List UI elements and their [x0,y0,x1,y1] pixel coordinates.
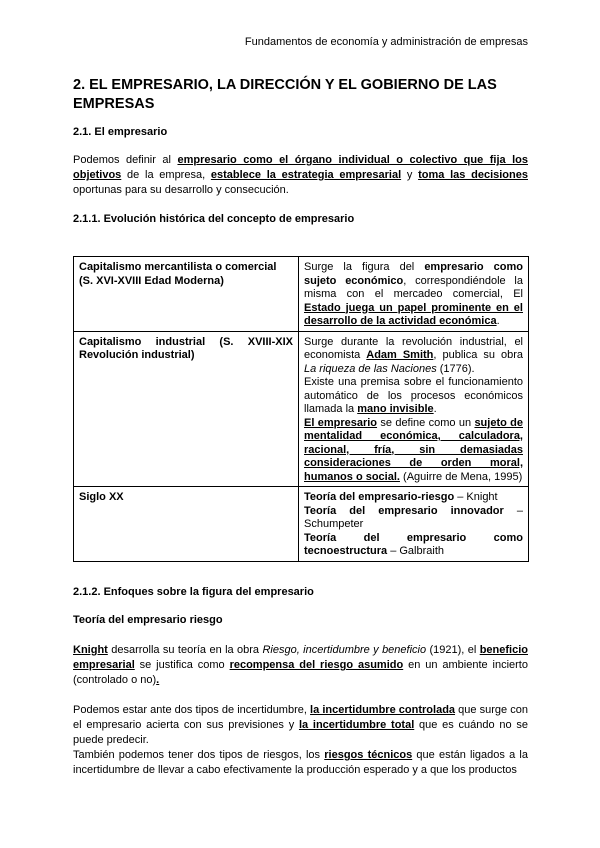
description-cell [299,257,529,332]
emphasis: Teoría del empresario innovador [304,504,504,517]
emphasis: Teoría del empresario-riesgo [304,491,455,503]
table-row [74,331,529,487]
emphasis: toma las decisiones [418,169,528,181]
text: – Galbraith [387,545,445,557]
emphasis: Teoría del empresario como tecnoestructura [304,531,523,557]
emphasis: sujeto de mentalidad económica, calculadora, racional, fría, sin demasiadas consideraciones de orden moral, humanos o social. [304,416,523,483]
period-cell [74,331,299,487]
period-cell: Siglo XX [74,487,299,562]
text: de la empresa, [121,169,211,181]
table-row [74,257,529,332]
period-line: Capitalismo industrial (S. XVIII-XIX [79,335,293,348]
heading-2-1: 2.1. El empresario [73,126,168,138]
section-title: 2. EL EMPRESARIO, LA DIRECCIÓN Y EL GOBIERNO DE LAS EMPRESAS [73,77,497,112]
emphasis: mano invisible [357,403,434,415]
emphasis: Estado juega un papel prominente en el desarrollo de la actividad económica [304,301,523,327]
text: que es cuándo no se puede predecir. [73,719,528,746]
text: (1921), el [426,644,480,656]
heading-riesgo: Teoría del empresario riesgo [73,614,223,626]
period-line: Revolución industrial) [79,349,195,361]
description-cell [299,331,529,487]
text: , correspondiéndole la misma con el mercadeo comercial, El [304,274,523,300]
text: Existe una premisa sobre el funcionamiento automático de los procesos económicos llamada la [304,376,523,415]
text: Surge la figura del [304,261,425,273]
emphasis: riesgos técnicos [324,749,413,761]
text: se define como un [377,416,475,429]
text: . [433,403,437,415]
text: , publica su obra [433,349,523,361]
emphasis: empresario como sujeto económico [304,261,524,287]
intro-paragraph [73,153,528,198]
text: oportunas para su desarrollo y consecución. [73,184,289,196]
emphasis: recompensa del riesgo asumido [229,659,404,671]
riesgos-paragraph [73,748,528,778]
emphasis: establece la estrategia empresarial [210,169,402,181]
heading-2-1-1: 2.1.1. Evolución histórica del concepto de empresario [73,213,355,225]
text: Podemos definir al [73,154,178,166]
text: (Aguirre de Mena, 1995) [399,470,523,483]
text: Podemos estar ante dos tipos de incertidumbre, [73,704,311,716]
emphasis: El empresario [304,416,378,429]
text: en un ambiente incierto (controlado o no) [73,659,528,686]
emphasis: la incertidumbre controlada [310,704,456,716]
text: Surge durante la revolución industrial, el economista [304,335,523,361]
text: se justifica como [134,659,230,671]
history-table [73,256,529,562]
text: que están ligados a la incertidumbre de llevar a cabo efectivamente la producción esperado y a que los productos [73,749,528,776]
text: (1776). [436,362,475,375]
text: . [496,315,500,327]
text: que surge con el empresario acierta con sus previsiones y [73,704,528,731]
emphasis: empresario como el órgano individual o colectivo que fija los objetivos [73,154,528,181]
book-title: La riqueza de las Naciones [304,362,437,375]
book-title: Riesgo, incertidumbre y beneficio [262,644,427,656]
text: – Knight [454,491,498,503]
knight-paragraph [73,643,528,688]
text: También podemos tener dos tipos de riesgos, los [73,749,325,761]
emphasis: beneficio empresarial [73,644,528,671]
heading-2-1-2: 2.1.2. Enfoques sobre la figura del empresario [73,586,314,598]
running-header: Fundamentos de economía y administración de empresas [244,36,528,48]
table-row [74,487,529,562]
emphasis: Adam Smith [366,349,434,361]
incertidumbre-paragraph [73,703,528,748]
period-cell: Capitalismo mercantilista o comercial (S. XVI-XVIII Edad Moderna) [74,257,299,332]
emphasis: Knight [73,644,108,656]
text: – Schumpeter [304,504,523,530]
text: desarrolla su teoría en la obra [107,644,263,656]
text: y [401,169,419,181]
description-cell [299,487,529,562]
emphasis: la incertidumbre total [298,719,415,731]
emphasis: . [156,674,160,686]
